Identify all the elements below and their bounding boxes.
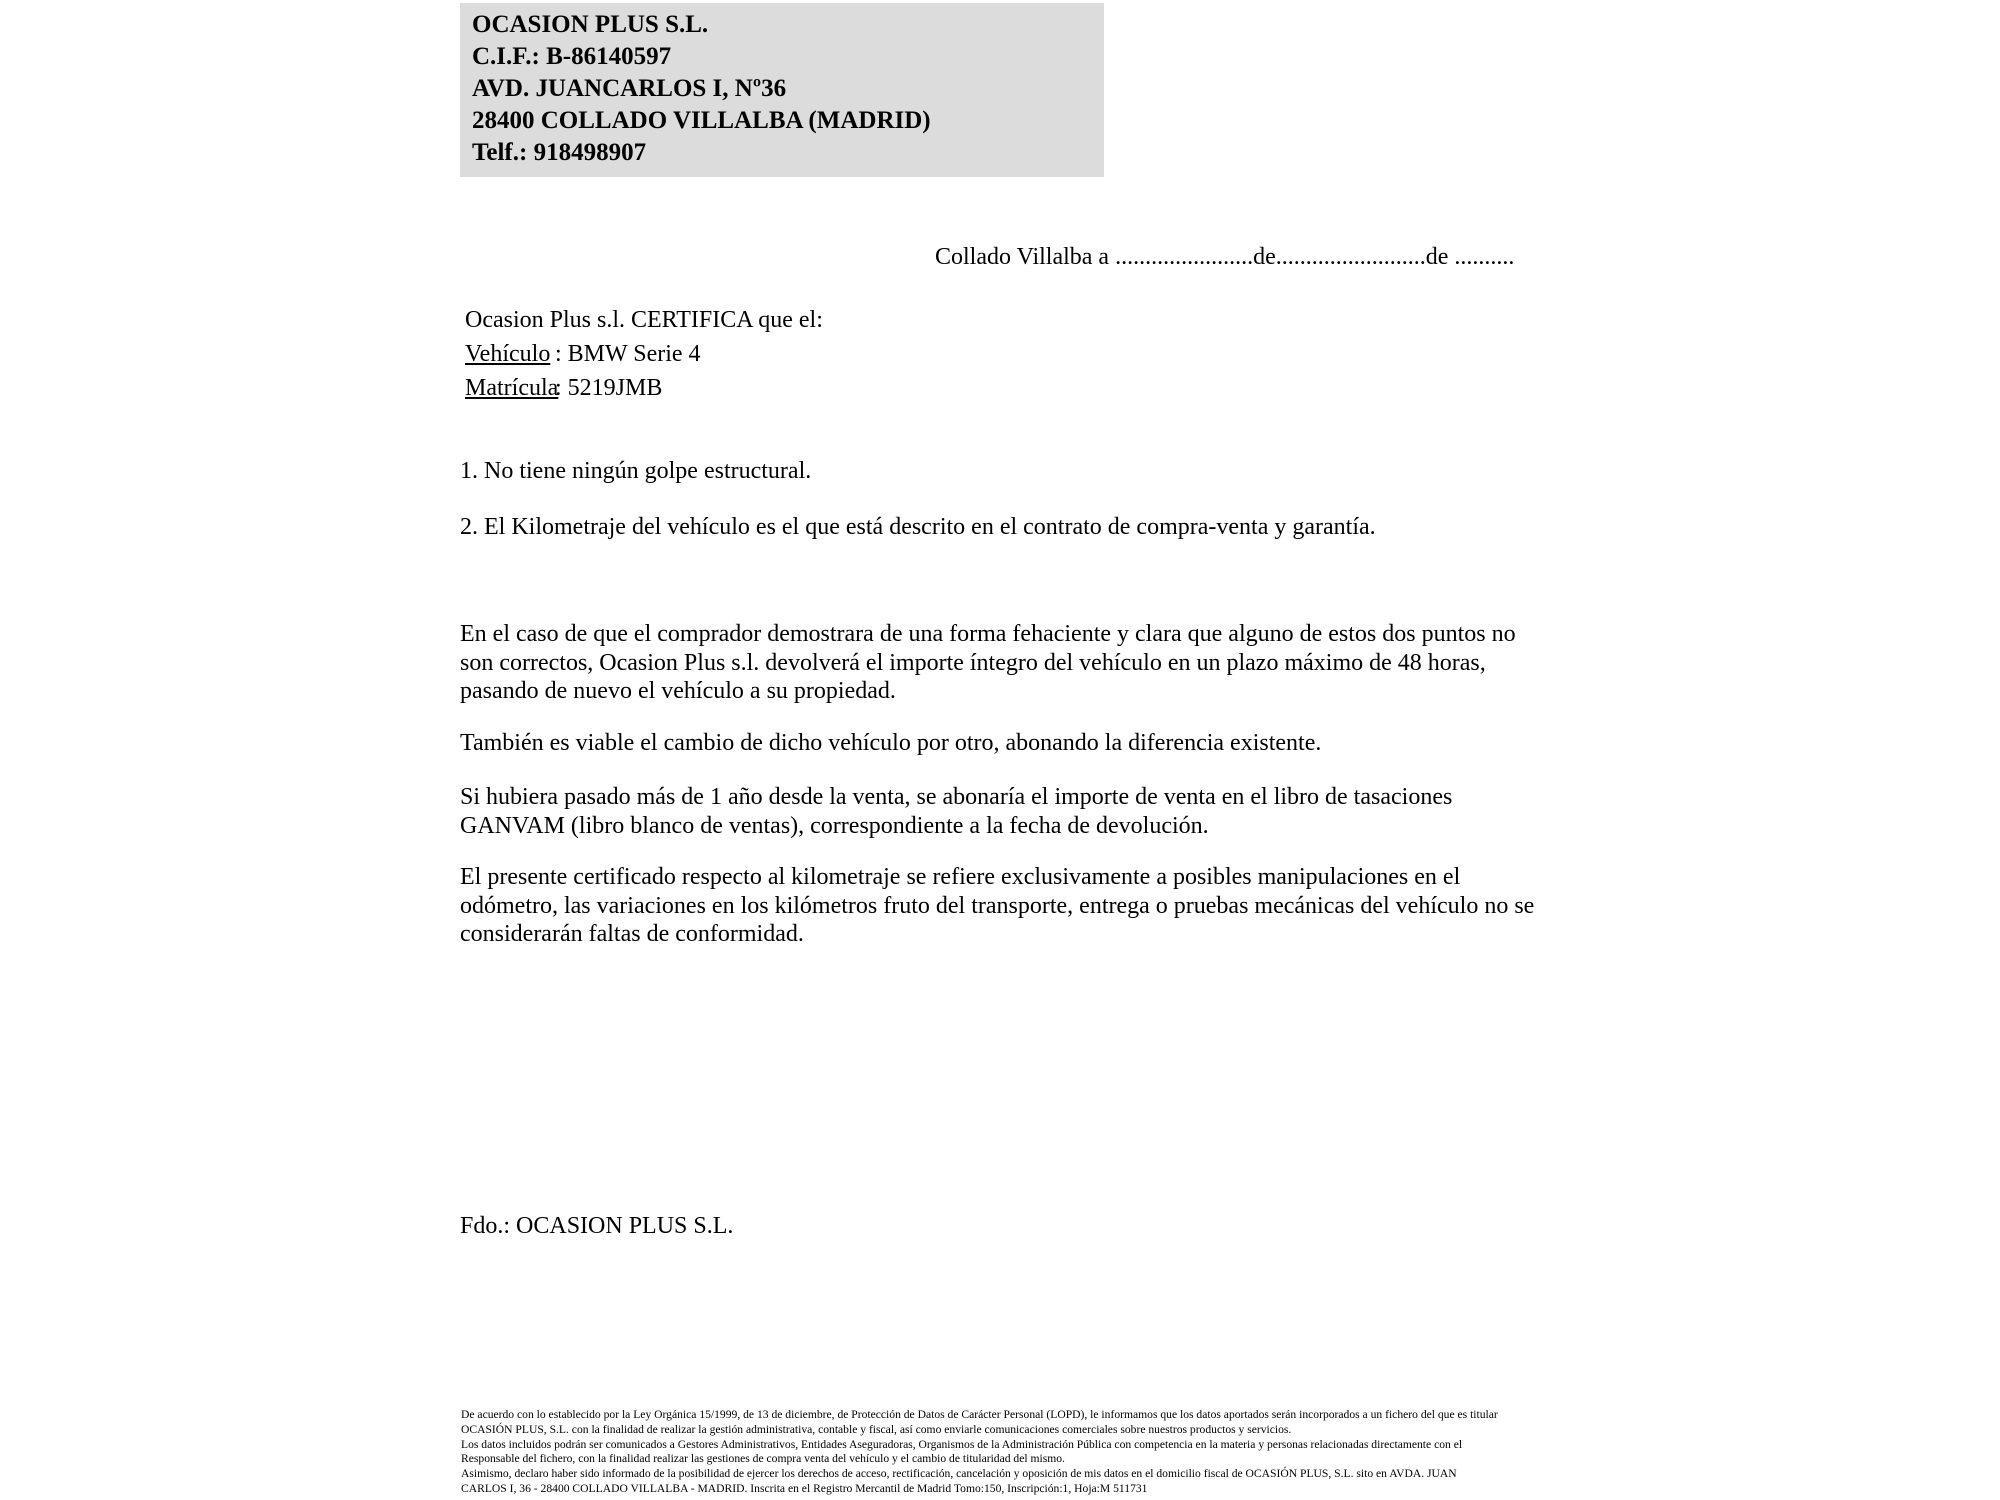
company-city: 28400 COLLADO VILLALBA (MADRID) <box>472 107 931 134</box>
company-address: AVD. JUANCARLOS I, Nº36 <box>472 75 787 102</box>
paragraph-exchange-option: También es viable el cambio de dicho vehículo por otro, abonando la diferencia existente. <box>460 730 1322 756</box>
certified-point-2: 2. El Kilometraje del vehículo es el que está descrito en el contrato de compra-venta y garantía. <box>460 514 1376 540</box>
paragraph-ganvam-valuation: Si hubiera pasado más de 1 año desde la venta, se abonaría el importe de venta en el libro de tasaciones GANVAM (libro blanco de ventas), correspondiente a la fecha de devolución. <box>460 784 1453 839</box>
certify-intro: Ocasion Plus s.l. CERTIFICA que el: <box>465 307 823 333</box>
company-cif: C.I.F.: B-86140597 <box>472 43 672 70</box>
vehicle-label: Vehículo <box>465 341 551 367</box>
vehicle-row <box>465 337 823 371</box>
legal-notice <box>461 1408 1556 1497</box>
certified-point-1: 1. No tiene ningún golpe estructural. <box>460 458 812 484</box>
company-phone: Telf.: 918498907 <box>472 139 647 166</box>
legal-line-4: Responsable del fichero, con la finalidad realizar las gestiones de compra venta del vehículo y el cambio de titularidad del mismo. <box>461 1452 1065 1466</box>
legal-line-1: De acuerdo con lo establecido por la Ley Orgánica 15/1999, de 13 de diciembre, de Protección de Datos de Carácter Personal (LOPD), le informamos que los datos aportados serán incorporados a un fichero del que es titular <box>461 1408 1498 1421</box>
paragraph-refund-terms: En el caso de que el comprador demostrara de una forma fehaciente y clara que alguno de estos dos puntos no son correctos, Ocasion Plus s.l. devolverá el importe íntegro del vehículo en un plazo máximo de 48 horas, pasando de nuevo el vehículo a su propiedad. <box>460 621 1516 704</box>
legal-line-6: CARLOS I, 36 - 28400 COLLADO VILLALBA - MADRID. Inscrita en el Registro Mercantil de Madrid Tomo:150, Inscripción:1, Hoja:M 511731 <box>461 1481 1148 1495</box>
legal-line-2: OCASIÓN PLUS, S.L. con la finalidad de realizar la gestión administrativa, contable y fiscal, así como enviarle comunicaciones comerciales sobre nuestros productos y servicios. <box>461 1422 1292 1436</box>
signature-line: Fdo.: OCASION PLUS S.L. <box>460 1213 734 1239</box>
legal-line-5: Asimismo, declaro haber sido informado de la posibilidad de ejercer los derechos de acceso, rectificación, cancelación y oposición de mis datos en el domicilio fiscal de OCASIÓN PLUS, S.L. sito en AVDA. JUAN <box>461 1467 1457 1481</box>
legal-line-3: Los datos incluidos podrán ser comunicados a Gestores Administrativos, Entidades Aseguradoras, Organismos de la Administración Pública con competencia en la materia y personas relacionadas directamente con el <box>461 1437 1463 1451</box>
plate-value: : 5219JMB <box>555 375 663 401</box>
certification-block <box>465 303 823 405</box>
plate-label: Matrícula <box>465 375 559 401</box>
date-fill-in-line: Collado Villalba a .......................de.........................de .......... <box>935 244 1515 270</box>
paragraph-odometer-disclaimer: El presente certificado respecto al kilometraje se refiere exclusivamente a posibles manipulaciones en el odómetro, las variaciones en los kilómetros fruto del transporte, entrega o pruebas mecánicas del vehículo no se considerarán faltas de conformidad. <box>460 864 1535 947</box>
vehicle-value: : BMW Serie 4 <box>555 341 701 367</box>
company-header-block <box>460 3 1104 177</box>
company-name: OCASION PLUS S.L. <box>472 11 709 38</box>
plate-row <box>465 371 823 405</box>
